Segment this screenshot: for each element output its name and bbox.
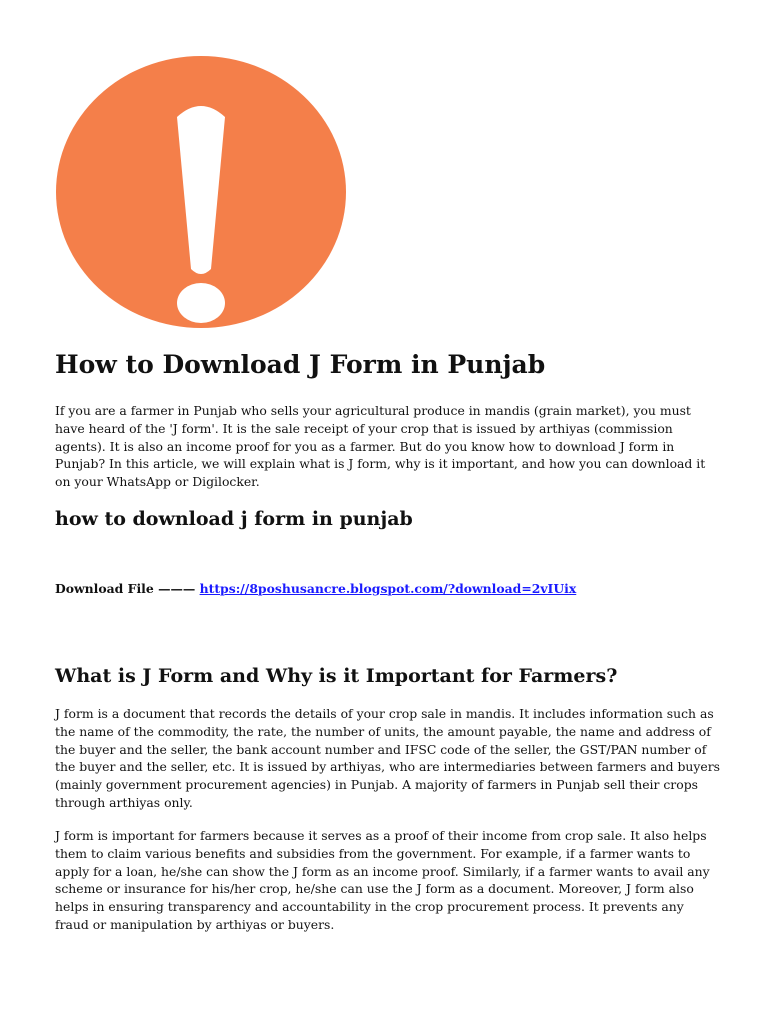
section-paragraph-1: J form is a document that records the details of your crop sale in mandis. It includes information such as the name of the commodity, the rate, the number of units, the amount payable, the name and address of the buyer and the seller, the bank account number and IFSC code of the seller, the GST/PAN number of the buyer and the seller, etc. It is issued by arthiyas, who are intermediaries between farmers and buyers (mainly government procurement agencies) in Punjab. A majority of farmers in Punjab sell their crops through arthiyas only. <box>55 706 721 810</box>
page-title: How to Download J Form in Punjab <box>55 350 546 379</box>
download-line <box>55 580 720 598</box>
download-separator: ——— <box>158 581 196 596</box>
subheading: how to download j form in punjab <box>55 508 413 530</box>
section-heading: What is J Form and Why is it Important for Farmers? <box>55 665 618 687</box>
download-link[interactable]: https://8poshusancre.blogspot.com/?download=2vIUix <box>199 581 577 596</box>
exclamation-icon <box>55 55 347 329</box>
download-label: Download File <box>55 581 154 596</box>
section-paragraph-2: J form is important for farmers because it serves as a proof of their income from crop sale. It also helps them to claim various benefits and subsidies from the government. For example, if a farmer wants to apply for a loan, he/she can show the J form as an income proof. Similarly, if a farmer wants to avail any scheme or insurance for his/her crop, he/she can use the J form as a document. Moreover, J form also helps in ensuring transparency and accountability in the crop procurement process. It prevents any fraud or manipulation by arthiyas or buyers. <box>55 828 710 932</box>
intro-paragraph: If you are a farmer in Punjab who sells your agricultural produce in mandis (grain market), you must have heard of the 'J form'. It is the sale receipt of your crop that is issued by arthiyas (commission agents). It is also an income proof for you as a farmer. But do you know how to download J form in Punjab? In this article, we will explain what is J form, why is it important, and how you can download it on your WhatsApp or Digilocker. <box>55 403 706 490</box>
